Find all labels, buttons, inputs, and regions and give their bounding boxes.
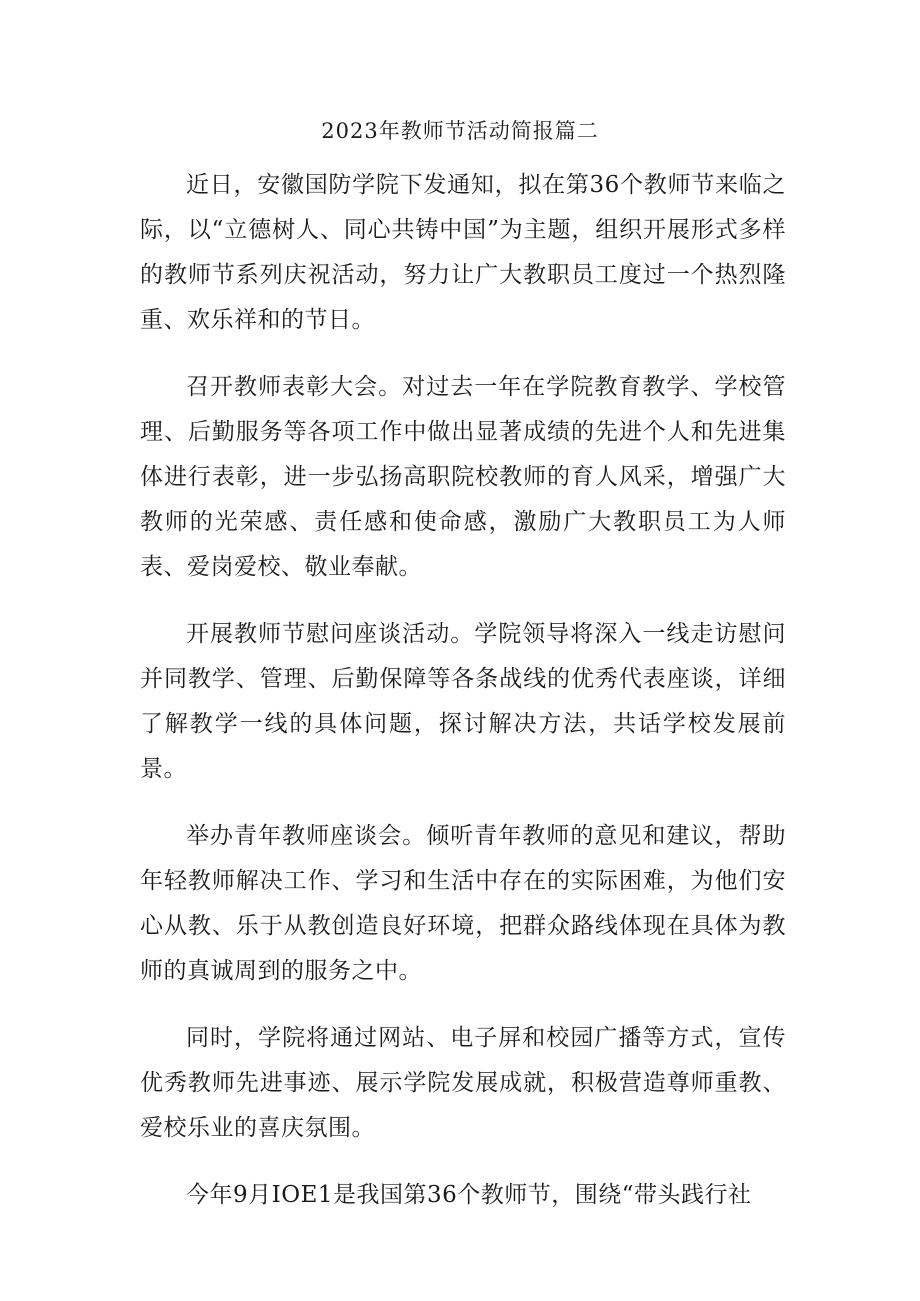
document-body	[140, 163, 786, 1240]
paragraph-young-teachers: 举办青年教师座谈会。倾听青年教师的意见和建议，帮助年轻教师解决工作、学习和生活中存在的实际困难，为他们安心从教、乐于从教创造良好环境，把群众路线体现在具体为教师的真诚周到的服务之中。	[140, 823, 786, 984]
paragraph-teachers-day: 今年9月IOE1是我国第36个教师节，围绕“带头践行社	[186, 1182, 752, 1208]
document-title: 2023年教师节活动简报篇二	[321, 119, 599, 143]
paragraph-publicity: 同时，学院将通过网站、电子屏和校园广播等方式，宣传优秀教师先进事迹、展示学院发展成就，积极营造尊师重教、爱校乐业的喜庆氛围。	[140, 1025, 786, 1141]
paragraph-condolence-visits: 开展教师节慰问座谈活动。学院领导将深入一线走访慰问并同教学、管理、后勤保障等各条战线的优秀代表座谈，详细了解教学一线的具体问题，探讨解决方法，共话学校发展前景。	[140, 621, 786, 782]
paragraph-award-ceremony: 召开教师表彰大会。对过去一年在学院教育教学、学校管理、后勤服务等各项工作中做出显著成绩的先进个人和先进集体进行表彰，进一步弘扬高职院校教师的育人风采，增强广大教师的光荣感、责任感和使命感，激励广大教职员工为人师表、爱岗爱校、敬业奉献。	[140, 374, 786, 580]
paragraph-intro: 近日，安徽国防学院下发通知，拟在第36个教师节来临之际，以“立德树人、同心共铸中国”为主题，组织开展形式多样的教师节系列庆祝活动，努力让广大教职员工度过一个热烈隆重、欢乐祥和的节日。	[140, 172, 786, 333]
